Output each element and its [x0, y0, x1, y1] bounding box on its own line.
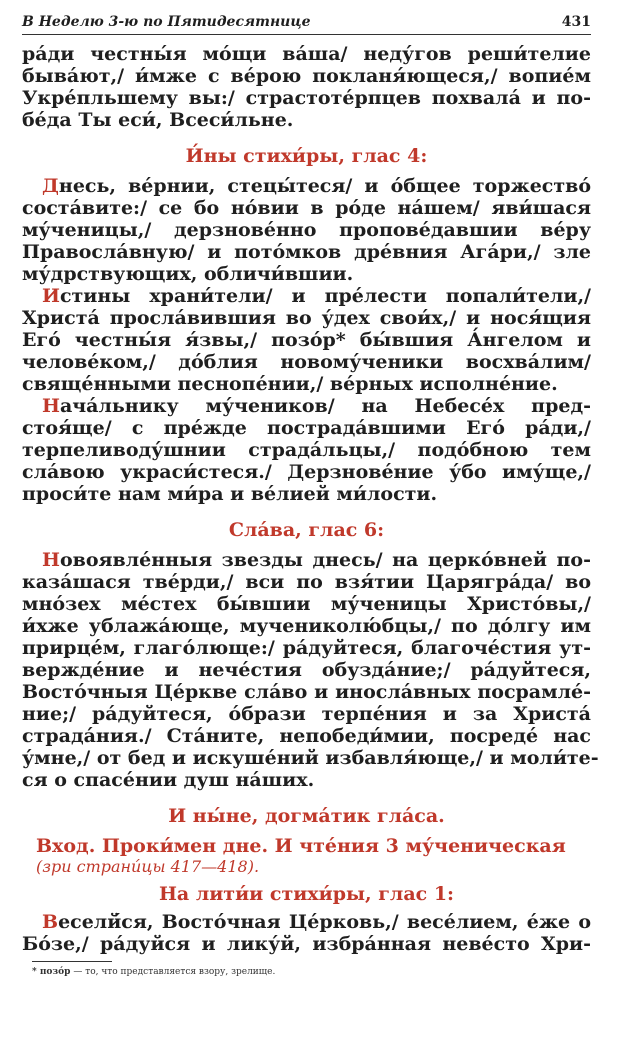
section-heading: Сла́ва, глас 6: — [228, 519, 385, 541]
initial-letter: И — [42, 285, 60, 307]
footnote-term: * позо́р — [32, 967, 71, 977]
text-line: мно́зех ме́стех бы́вшии му́ченицы Христо́вы,/ — [22, 593, 591, 615]
text-line: Бо́зе,/ ра́дуйся и лику́й, избра́нная неве́сто Хри- — [22, 933, 591, 955]
stanza — [22, 175, 591, 285]
text-line: овоявле́нныя звезды днесь/ на церко́вней по- — [59, 549, 591, 571]
text-line: быва́ют,/ и́мже с ве́рою покланя́ющеся,/ вопие́м — [22, 65, 591, 87]
text-line: проси́те нам ми́ра и ве́лией ми́лости. — [22, 483, 438, 505]
initial-letter: В — [42, 911, 59, 933]
text-line: Укре́пльшему вы:/ страстоте́рпцев похвала́ и по- — [22, 87, 591, 109]
running-header — [22, 14, 591, 35]
text-line: ра́ди честны́я мо́щи ва́ша/ неду́гов реши́телие — [22, 43, 591, 65]
text-line: му́ченицы,/ дерзнове́нно пропове́давшии ве́ру — [22, 219, 591, 241]
text-line: Христа́ просла́вившия во у́дех свои́х,/ и нося́щия — [22, 307, 591, 329]
text-line: сла́вою украси́стеся./ Дерзнове́ние у́бо иму́ще,/ — [22, 461, 591, 483]
text-line: му́дрствующих, обличи́вшии. — [22, 263, 354, 285]
intro-paragraph — [22, 43, 591, 131]
text-line: соста́вите:/ се бо но́вии в ро́де на́шем/ яви́шася — [22, 197, 591, 219]
initial-letter: Н — [42, 549, 60, 571]
text-line: терпеливоду́шнии страда́льцы,/ подо́бною тем — [22, 439, 591, 461]
stanza — [22, 549, 599, 791]
text-line: еселй́ся, Восто́чная Це́рковь,/ весе́лием, е́же о — [58, 911, 591, 933]
page-number: 431 — [561, 14, 591, 30]
stanza — [22, 285, 591, 395]
text-line: Правосла́вную/ и пото́мков дре́вния Ага́ри,/ зле — [22, 241, 591, 263]
text-line: ние;/ ра́дуйтеся, о́брази терпе́ния и за Христа́ — [22, 703, 591, 725]
text-line: Его́ честны́я я́звы,/ позо́р* бы́вшия А́нгелом и — [22, 329, 591, 351]
running-title: В Неделю 3-ю по Пятидесятнице — [22, 14, 311, 30]
text-line: страда́ния./ Ста́ните, непобеди́мии, посреде́ нас — [22, 725, 591, 747]
initial-letter: Д — [42, 175, 59, 197]
text-line: несь, ве́рнии, стецы́теся/ и о́бщее торжество́ — [58, 175, 591, 197]
text-line: стины храни́тели/ и пре́лести попали́тели,/ — [59, 285, 591, 307]
text-line: и́хже ублажа́юще, мучениколю́бцы,/ по до́лгу им — [22, 615, 591, 637]
stanza — [22, 911, 591, 955]
text-line: прирце́м, глаго́люще:/ ра́дуйтеся, благоче́стия ут- — [22, 637, 591, 659]
text-line: стоя́ще/ с пре́жде пострада́вшими Его́ ра́ди,/ — [22, 417, 591, 439]
text-line: ся о спасе́нии душ на́ших. — [22, 769, 315, 791]
page-reference-note: (зри страни́цы 417—418). — [36, 857, 260, 876]
section-heading: На лити́и стихи́ры, глас 1: — [158, 883, 455, 905]
footnote-divider — [32, 961, 112, 962]
prokimen-heading: Вход. Проки́мен дне. И чте́ния 3 му́ченическая — [36, 835, 566, 857]
stanza — [22, 395, 591, 505]
text-line: бе́да Ты еси́, Всеси́льне. — [22, 109, 294, 131]
footnote-text: — то, что представляется взору, зрелище. — [73, 967, 276, 977]
section-heading: И ны́не, догма́тик гла́са. — [168, 805, 445, 827]
text-line: ача́льнику му́чеников/ на Небесе́х пред- — [59, 395, 591, 417]
text-line: у́мне,/ от бед и искуше́ний избавля́юще,/ и моли́те- — [22, 747, 599, 769]
footnote — [32, 966, 591, 978]
text-line: каза́шася тве́рди,/ вси по взя́тии Царягра́да/ во — [22, 571, 591, 593]
text-line: свяще́нными песнопе́нии,/ ве́рных исполне́ние. — [22, 373, 558, 395]
initial-letter: Н — [42, 395, 60, 417]
text-line: вержде́ние и нече́стия обузда́ние;/ ра́дуйтеся, — [22, 659, 591, 681]
section-heading: И́ны стихи́ры, глас 4: — [185, 145, 428, 167]
text-line: челове́ком,/ до́блия новому́ченики восхва́лим/ — [22, 351, 591, 373]
text-line: Восто́чныя Це́ркве сла́во и иносла́вных посрамле́- — [22, 681, 591, 703]
